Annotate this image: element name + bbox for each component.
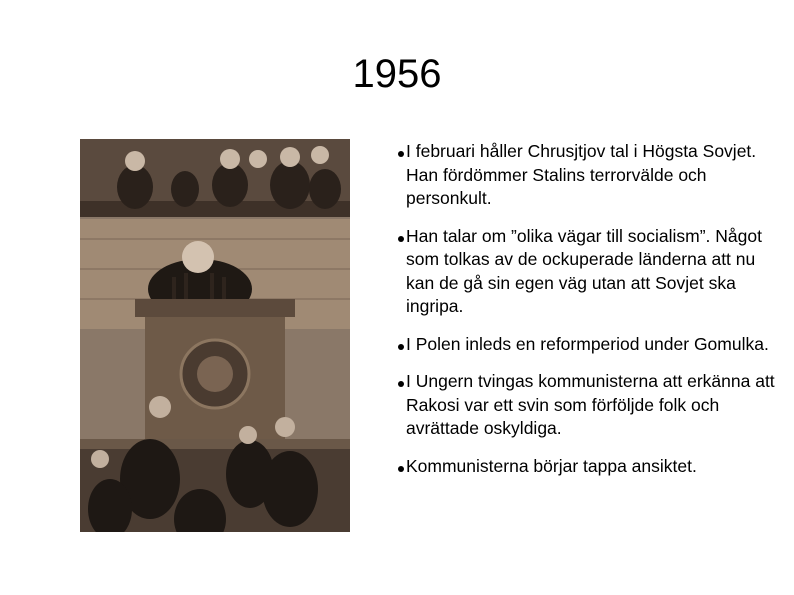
bullet-text: I februari håller Chrusjtjov tal i Högsta Sovjet. Han fördömmer Stalins terrorvälde och personkult. xyxy=(406,141,757,208)
bullet-text: Kommunisterna börjar tappa ansiktet. xyxy=(406,455,697,476)
bullet-list xyxy=(398,140,778,492)
bullet-text: Han talar om ”olika vägar till socialism”. Något som tolkas av de ockuperade länderna att nu kan de gå sin egen väg utan att Sovjet ska ingripa. xyxy=(406,225,762,316)
bullet-dot-icon xyxy=(398,344,404,350)
bullet-dot-icon xyxy=(398,151,404,157)
bullet-item xyxy=(398,455,778,479)
slide-title: 1956 xyxy=(352,52,442,96)
bullet-text: I Polen inleds en reformperiod under Gomulka. xyxy=(406,333,769,354)
bullet-dot-icon xyxy=(398,381,404,387)
bullet-item xyxy=(398,140,778,211)
bullet-item xyxy=(398,225,778,319)
bullet-item xyxy=(398,333,778,357)
bullet-item xyxy=(398,370,778,441)
bullet-dot-icon xyxy=(398,236,404,242)
bullet-dot-icon xyxy=(398,466,404,472)
speech-photo xyxy=(80,139,350,532)
bullet-text: I Ungern tvingas kommunisterna att erkänna att Rakosi var ett svin som förföljde folk och avrättade oskyldiga. xyxy=(406,371,775,438)
